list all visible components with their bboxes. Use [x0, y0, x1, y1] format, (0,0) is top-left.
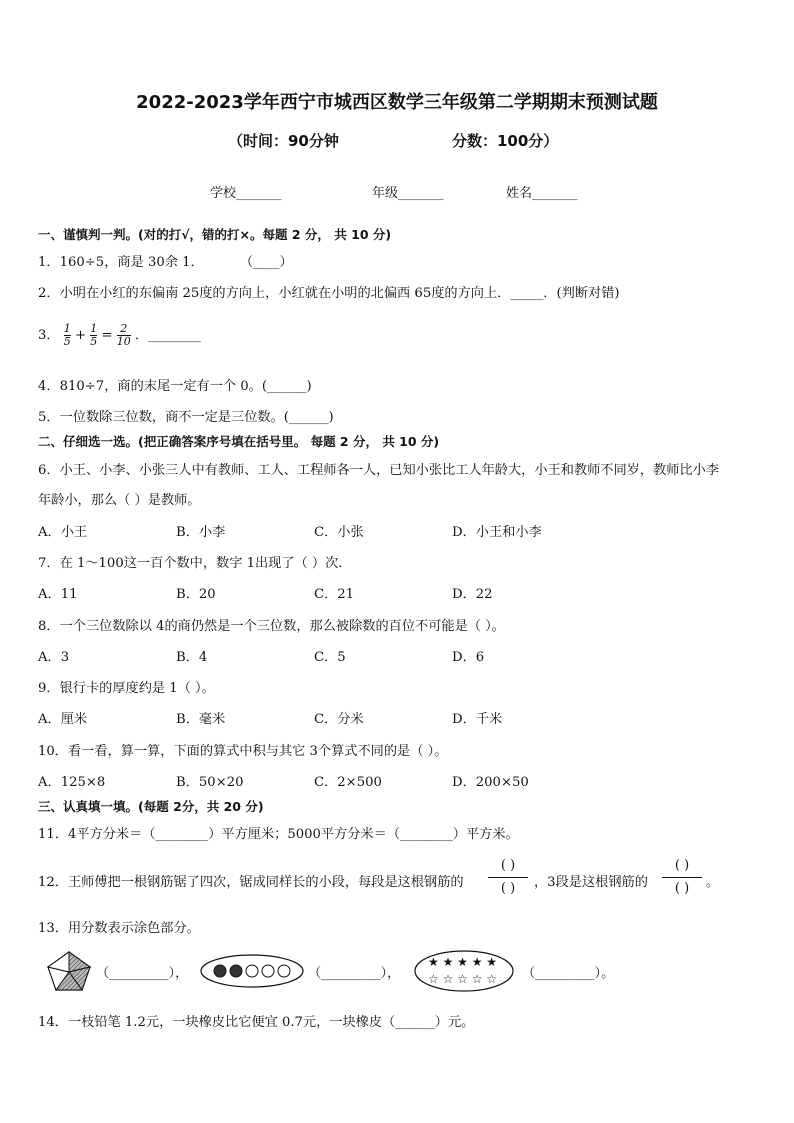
shaded-pentagon-figure	[46, 950, 92, 992]
question-8: 8．一个三位数除以 4的商仍然是一个三位数，那么被除数的百位不可能是（ ）。	[38, 619, 505, 634]
q6-option-d: D．小王和小李	[452, 525, 542, 540]
question-1	[38, 251, 293, 270]
name-field: 姓名_______	[506, 186, 578, 201]
q13-blank-2: （_________），	[308, 966, 401, 981]
circles-oval-figure	[200, 954, 304, 988]
question-5: 5．一位数除三位数，商不一定是三位数。(______)	[38, 410, 334, 425]
q7-option-d: D．22	[452, 587, 493, 602]
fraction-2: $\frac{1}{5}$	[90, 322, 98, 348]
q8-option-d: D．6	[452, 650, 485, 665]
q6-option-a: A．小王	[38, 525, 88, 540]
q9-option-b: B．毫米	[176, 712, 226, 727]
q12-fraction-1: ( ) ( )	[488, 856, 528, 899]
stars-empty-row: ☆ ☆ ☆ ☆ ☆	[428, 972, 498, 986]
question-1-text: 1．160÷5，商是 30余 1．	[38, 255, 204, 270]
q10-option-c: C．2×500	[314, 775, 382, 790]
question-11: 11．4平方分米＝（________）平方厘米；5000平方分米＝（________）平方米。	[38, 827, 519, 842]
q7-option-b: B．20	[176, 587, 216, 602]
question-3	[38, 323, 201, 348]
q8-option-b: B．4	[176, 650, 208, 665]
question-3-tail: ．________	[134, 328, 201, 343]
q9-option-d: D．千米	[452, 712, 503, 727]
q10-option-d: D．200×50	[452, 775, 529, 790]
question-12-part-b: ，3段是这根钢筋的	[534, 875, 648, 890]
q10-option-a: A．125×8	[38, 775, 106, 790]
q13-blank-3: （_________）。	[522, 966, 615, 981]
question-1-answer: （____）	[239, 255, 293, 270]
equals-sign: =	[101, 328, 113, 343]
q13-blank-1: （_________），	[96, 966, 189, 981]
question-6-line1: 6．小王、小李、小张三人中有教师、工人、工程师各一人，已知小张比工人年龄大，小王和教师不同岁，教师比小李	[38, 463, 719, 478]
question-3-prefix: 3．	[38, 328, 60, 343]
question-9: 9．银行卡的厚度约是 1（ ）。	[38, 681, 215, 696]
question-6-line2: 年龄小，那么（ ）是教师。	[38, 493, 201, 508]
q9-option-c: C．分米	[314, 712, 364, 727]
grade-field: 年级_______	[372, 186, 444, 201]
q6-option-b: B．小李	[176, 525, 226, 540]
stars-filled-row: ★ ★ ★ ★ ★	[428, 955, 498, 969]
exam-time: （时间：90分钟	[228, 132, 339, 150]
question-13: 13．用分数表示涂色部分。	[38, 921, 200, 936]
plus-sign: +	[74, 328, 87, 343]
section2-heading: 二、仔细选一选。(把正确答案序号填在括号里。 每题 2 分， 共 10 分)	[38, 434, 440, 449]
section3-heading: 三、认真填一填。(每题 2分，共 20 分)	[38, 799, 264, 814]
question-12-part-c: 。	[706, 875, 720, 890]
question-2: 2．小明在小红的东偏南 25度的方向上，小红就在小明的北偏西 65度的方向上．_____．(判断对错)	[38, 286, 620, 301]
school-field: 学校_______	[210, 186, 282, 201]
question-12-part-a: 12．王师傅把一根钢筋锯了四次，锯成同样长的小段，每段是这根钢筋的	[38, 875, 464, 890]
q6-option-c: C．小张	[314, 525, 364, 540]
q12-fraction-2: ( ) ( )	[662, 856, 702, 899]
question-4: 4．810÷7，商的末尾一定有一个 0。(______)	[38, 379, 312, 394]
q9-option-a: A．厘米	[38, 712, 88, 727]
q7-option-c: C．21	[314, 587, 355, 602]
question-14: 14．一枝铅笔 1.2元，一块橡皮比它便宜 0.7元，一块橡皮（______）元。	[38, 1015, 475, 1030]
q7-option-a: A．11	[38, 587, 78, 602]
fraction-3: $\frac{2}{10}$	[116, 322, 131, 348]
q8-option-a: A．3	[38, 650, 70, 665]
section1-heading: 一、谨慎判一判。(对的打√，错的打×。每题 2 分， 共 10 分)	[38, 227, 392, 242]
fraction-1: $\frac{1}{5}$	[63, 322, 71, 348]
q10-option-b: B．50×20	[176, 775, 244, 790]
question-7: 7．在 1～100这一百个数中，数字 1出现了（ ）次．	[38, 556, 352, 571]
question-10: 10．看一看，算一算，下面的算式中积与其它 3个算式不同的是（ ）。	[38, 744, 448, 759]
page-title: 2022-2023学年西宁市城西区数学三年级第二学期期末预测试题	[136, 92, 658, 113]
q8-option-c: C．5	[314, 650, 346, 665]
exam-score: 分数：100分）	[452, 132, 559, 150]
